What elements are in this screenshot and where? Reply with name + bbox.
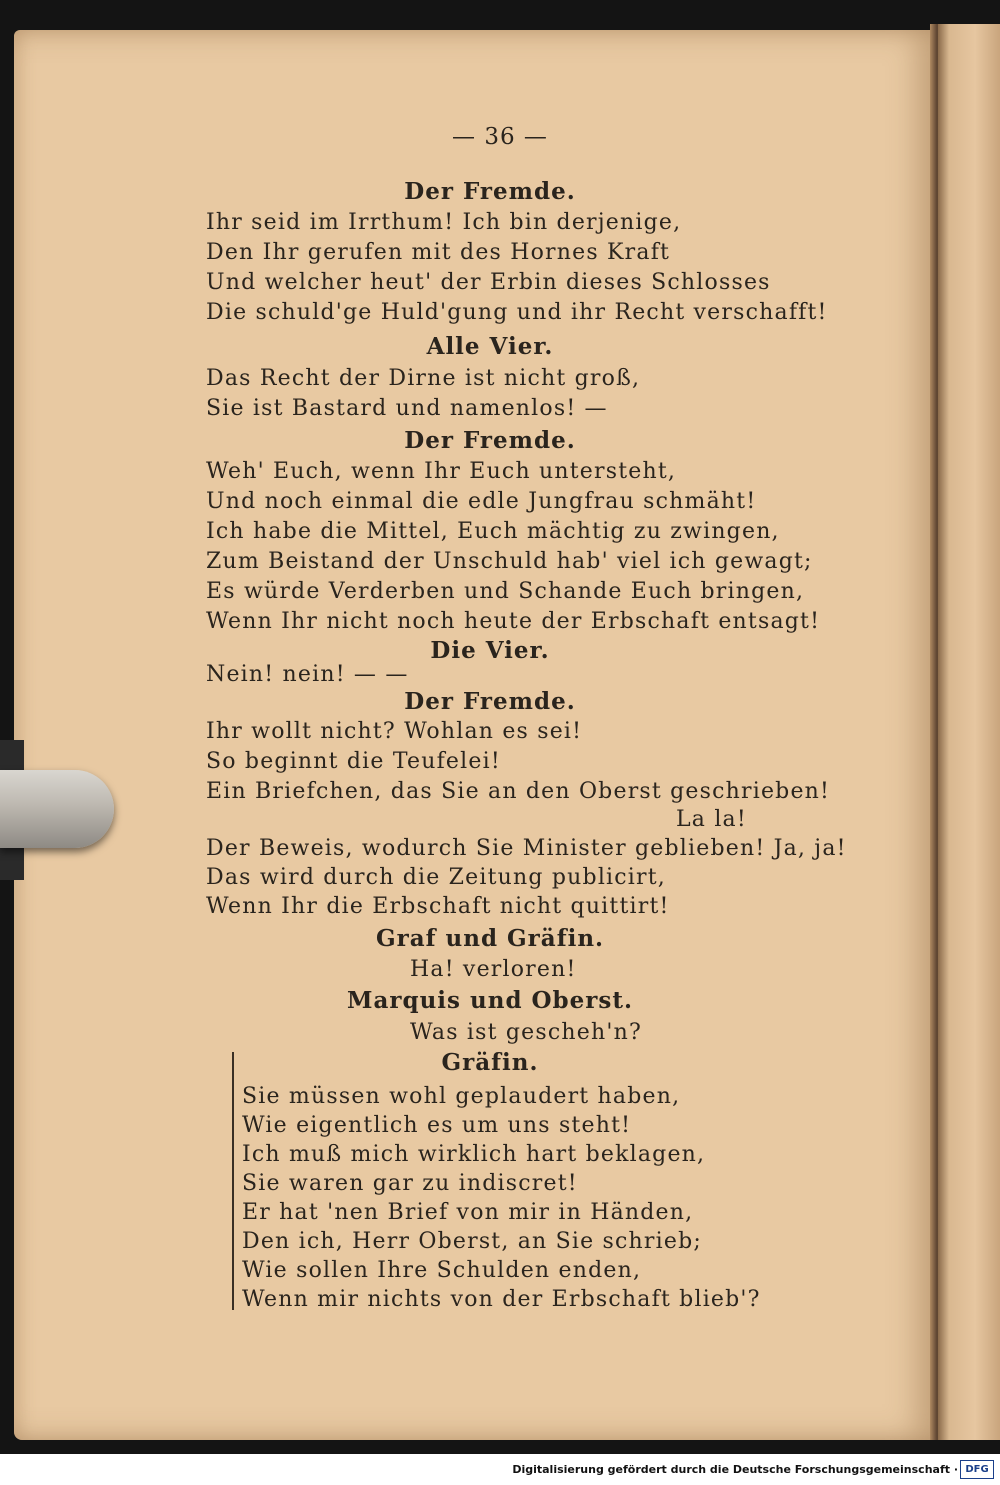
verse-line: Wie eigentlich es um uns steht! [242,1113,632,1138]
aside-bracket [232,1052,237,1310]
speaker-heading: Alle Vier. [426,333,554,360]
verse-line: Ihr seid im Irrthum! Ich bin derjenige, [206,210,682,235]
verse-line: Und welcher heut' der Erbin dieses Schlosses [206,270,771,295]
speaker-heading: Graf und Gräfin. [375,925,605,952]
speaker-heading: Der Fremde. [404,688,576,715]
verse-line: So beginnt die Teufelei! [206,749,501,774]
dfg-logo: DFG [960,1460,994,1479]
verse-line: Ein Briefchen, das Sie an den Oberst geschrieben! [206,779,831,804]
verse-line: Die schuld'ge Huld'gung und ihr Recht verschafft! [206,300,828,325]
speaker-heading: Gräfin. [441,1049,539,1076]
verse-line: Das Recht der Dirne ist nicht groß, [206,366,641,391]
speaker-heading: Der Fremde. [404,427,576,454]
verse-line: Das wird durch die Zeitung publicirt, [206,865,666,890]
verse-line: Ha! verloren! [410,957,577,982]
funding-credit: Digitalisierung gefördert durch die Deutsche Forschungsgemeinschaft · [512,1463,958,1476]
verse-line: Ich muß mich wirklich hart beklagen, [242,1142,706,1167]
verse-line: Ich habe die Mittel, Euch mächtig zu zwingen, [206,519,780,544]
verse-line: Den Ihr gerufen mit des Hornes Kraft [206,240,671,265]
verse-line: Zum Beistand der Unschuld hab' viel ich gewagt; [206,549,813,574]
speaker-heading: Marquis und Oberst. [347,987,633,1014]
verse-line: Weh' Euch, wenn Ihr Euch untersteht, [206,459,677,484]
verse-line: Wenn Ihr nicht noch heute der Erbschaft entsagt! [206,609,821,634]
verse-line: Sie müssen wohl geplaudert haben, [242,1084,681,1109]
verse-line: Nein! nein! — — [206,662,409,687]
speaker-heading: Die Vier. [430,637,550,664]
verse-line: Wenn Ihr die Erbschaft nicht quittirt! [206,894,670,919]
verse-line: Sie waren gar zu indiscret! [242,1171,578,1196]
verse-line: Sie ist Bastard und namenlos! — [206,396,608,421]
page-number: — 36 — [452,124,548,150]
verse-line: La la! [676,807,747,832]
verse-line: Den ich, Herr Oberst, an Sie schrieb; [242,1229,702,1254]
verse-line: Was ist gescheh'n? [410,1020,642,1045]
verse-line: Ihr wollt nicht? Wohlan es sei! [206,719,583,744]
verse-line: Der Beweis, wodurch Sie Minister geblieben! Ja, ja! [206,836,847,861]
verse-line: Wenn mir nichts von der Erbschaft blieb'? [242,1287,761,1312]
verse-line: Es würde Verderben und Schande Euch bringen, [206,579,805,604]
verse-line: Und noch einmal die edle Jungfrau schmäht! [206,489,757,514]
speaker-heading: Der Fremde. [404,178,576,205]
footer-bar [0,1454,1000,1485]
verse-line: Wie sollen Ihre Schulden enden, [242,1258,642,1283]
verse-line: Er hat 'nen Brief von mir in Händen, [242,1200,694,1225]
